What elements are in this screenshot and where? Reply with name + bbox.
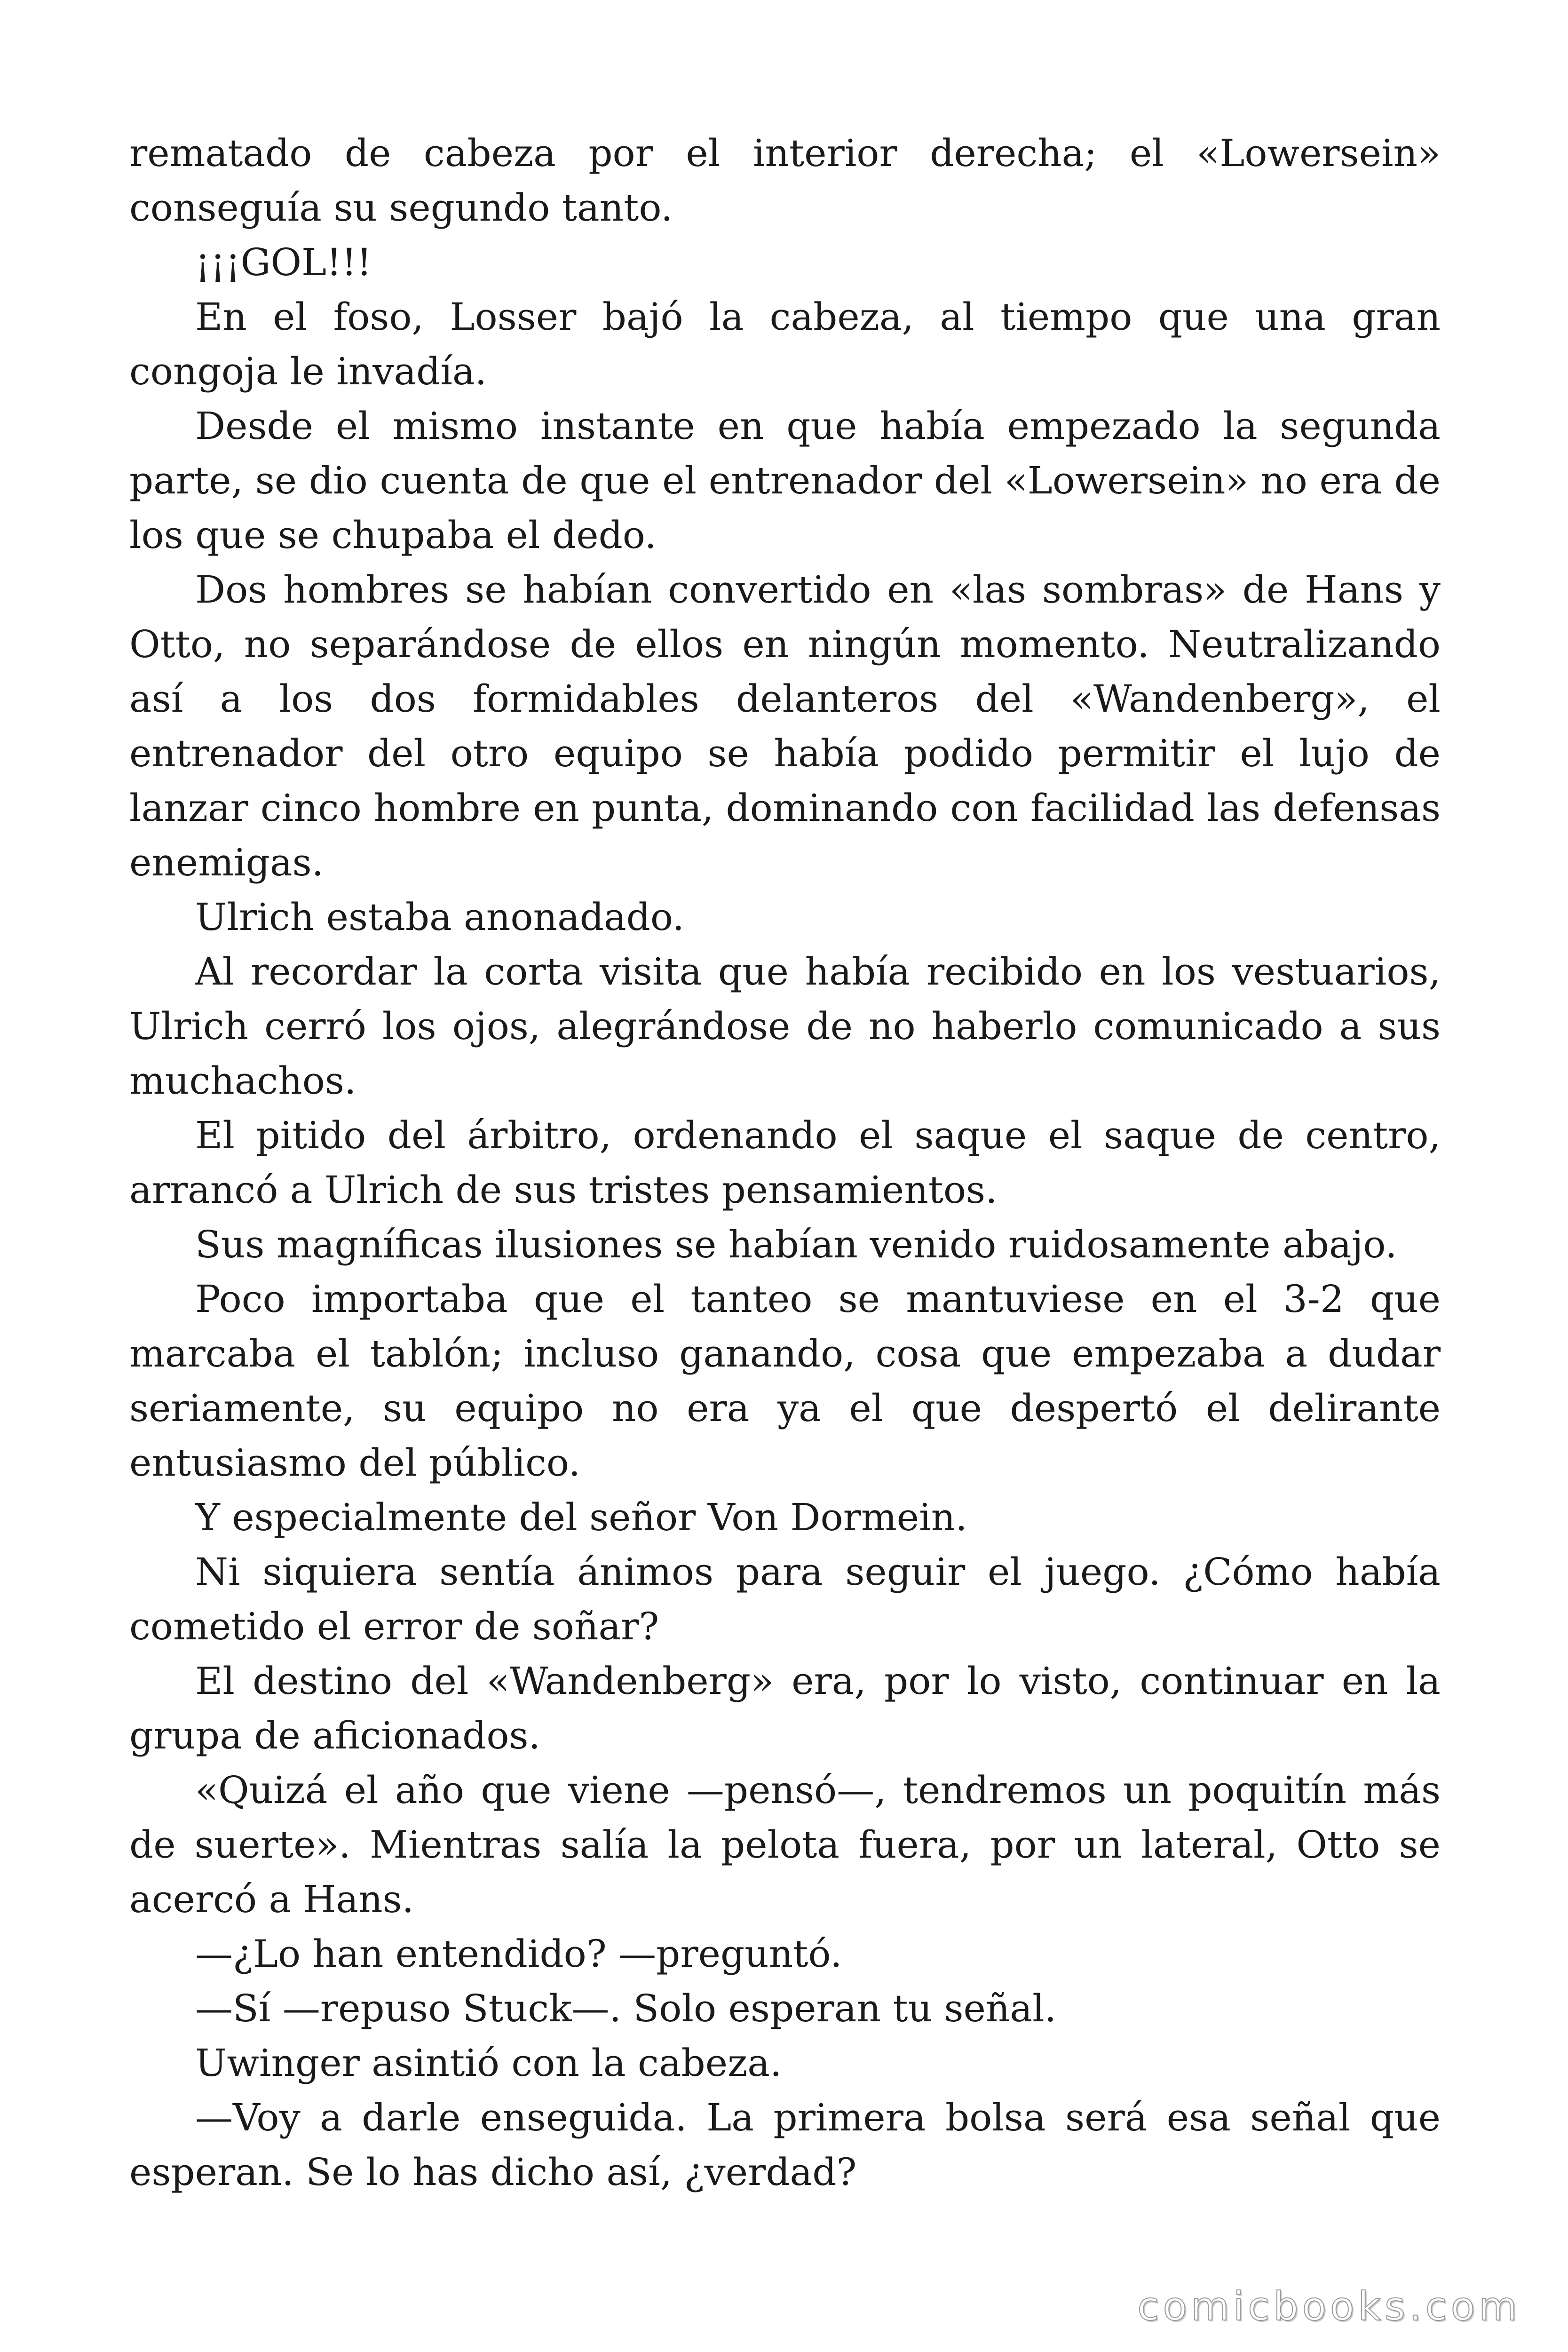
paragraph: Sus magníficas ilusiones se habían venido ruidosamente abajo. — [195, 1223, 1397, 1266]
paragraph: Ni siquiera sentía ánimos para seguir el juego. ¿Cómo había cometido el error de soñar? — [129, 1550, 1441, 1648]
paragraph: Y especialmente del señor Von Dormein. — [195, 1495, 967, 1539]
paragraph: Dos hombres se habían convertido en «las sombras» de Hans y Otto, no separándose de ellos en ningún momento. Neutralizando así a los dos formidables delanteros del «Wandenberg», el entrenador del otro equipo se había podido permitir el lujo de lanzar cinco hombre en punta, dominando con facilidad las defensas enemigas. — [129, 568, 1441, 884]
paragraph: El pitido del árbitro, ordenando el saque el saque de centro, arrancó a Ulrich de sus tristes pensamientos. — [129, 1113, 1441, 1212]
paragraph: El destino del «Wandenberg» era, por lo visto, continuar en la grupa de aficionados. — [129, 1659, 1441, 1757]
paragraph: Desde el mismo instante en que había empezado la segunda parte, se dio cuenta de que el entrenador del «Lowersein» no era de los que se chupaba el dedo. — [129, 404, 1441, 557]
paragraph: Ulrich estaba anonadado. — [195, 895, 685, 939]
paragraph: «Quizá el año que viene —pensó—, tendremos un poquitín más de suerte». Mientras salía la pelota fuera, por un lateral, Otto se acercó a Hans. — [129, 1768, 1441, 1921]
paragraph: Poco importaba que el tanteo se mantuviese en el 3-2 que marcaba el tablón; incluso ganando, cosa que empezaba a dudar seriamente, su equipo no era ya el que despertó el delirante entusiasmo del público. — [129, 1277, 1441, 1485]
paragraph: Uwinger asintió con la cabeza. — [195, 2041, 782, 2085]
paragraph: ¡¡¡GOL!!! — [195, 240, 372, 284]
paragraph: —Sí —repuso Stuck—. Solo esperan tu señal. — [195, 1986, 1057, 2030]
paragraph: —Voy a darle enseguida. La primera bolsa será esa señal que esperan. Se lo has dicho así, ¿verdad? — [129, 2096, 1441, 2194]
paragraph: En el foso, Losser bajó la cabeza, al tiempo que una gran congoja le invadía. — [129, 295, 1441, 393]
paragraph: rematado de cabeza por el interior derecha; el «Lowersein» conseguía su segundo tanto. — [129, 131, 1441, 230]
page-body — [129, 126, 1441, 2200]
watermark: comicbooks.com — [1137, 2283, 1521, 2329]
paragraph: —¿Lo han entendido? —preguntó. — [195, 1932, 842, 1976]
paragraph: Al recordar la corta visita que había recibido en los vestuarios, Ulrich cerró los ojos, alegrándose de no haberlo comunicado a sus muchachos. — [129, 950, 1441, 1103]
